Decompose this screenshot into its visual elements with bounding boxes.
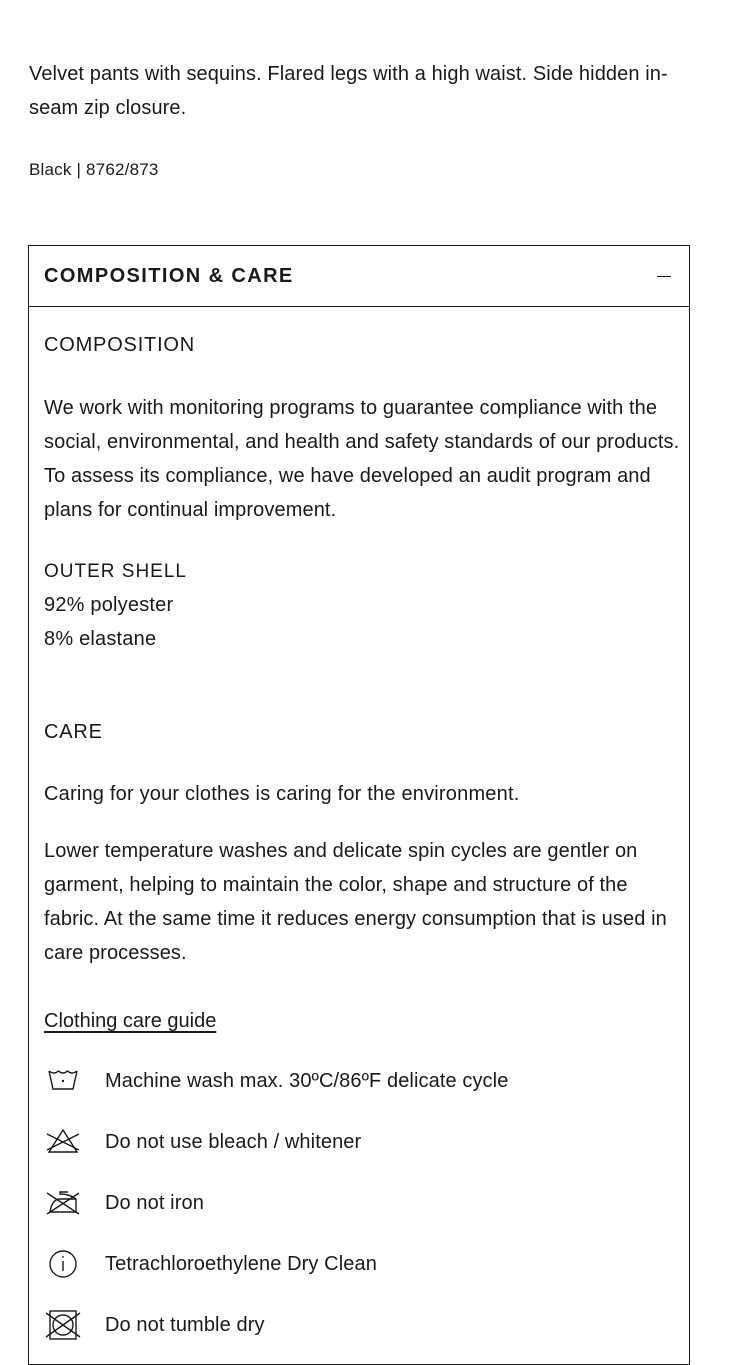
- composition-intro: We work with monitoring programs to guarantee compliance with the social, environmental, and health and safety standards of our products. To assess its compliance, we have developed an audit program and plans for continual improvement.: [44, 397, 680, 521]
- care-details: Lower temperature washes and delicate spin cycles are gentler on garment, helping to maintain the color, shape and structure of the fabric. At the same time it reduces energy consumption that is used in care processes.: [44, 840, 667, 964]
- care-instruction-item: [44, 1185, 674, 1221]
- composition-heading: COMPOSITION: [44, 334, 196, 356]
- care-intro: Caring for your clothes is caring for the environment.: [44, 783, 520, 805]
- accordion-header[interactable]: [29, 246, 689, 307]
- care-instruction-label: Tetrachloroethylene Dry Clean: [105, 1253, 377, 1275]
- accordion-title: COMPOSITION & CARE: [44, 265, 294, 287]
- care-heading: CARE: [44, 721, 103, 743]
- material-item: 8% elastane: [44, 628, 157, 650]
- product-color-reference: Black | 8762/873: [29, 160, 159, 179]
- care-instruction-item: [44, 1246, 674, 1282]
- composition-care-accordion: [28, 245, 690, 1365]
- product-description: Velvet pants with sequins. Flared legs with a high waist. Side hidden in-seam zip closure.: [29, 63, 668, 119]
- care-instruction-item: [44, 1124, 674, 1160]
- outer-shell-heading: OUTER SHELL: [44, 561, 187, 582]
- care-instruction-label: Do not tumble dry: [105, 1314, 265, 1336]
- no-iron-icon: [44, 1185, 82, 1221]
- care-instruction-item: [44, 1063, 674, 1099]
- care-instruction-label: Do not use bleach / whitener: [105, 1131, 362, 1153]
- dry-clean-p-icon: [44, 1246, 82, 1282]
- care-instruction-label: Machine wash max. 30ºC/86ºF delicate cycle: [105, 1070, 509, 1092]
- no-bleach-icon: [44, 1124, 82, 1160]
- no-tumble-dry-icon: [44, 1307, 82, 1343]
- material-item: 92% polyester: [44, 594, 174, 616]
- minus-icon[interactable]: [657, 276, 671, 277]
- clothing-care-guide-link[interactable]: Clothing care guide: [44, 1010, 217, 1032]
- machine-wash-30-icon: [44, 1063, 82, 1099]
- care-instruction-label: Do not iron: [105, 1192, 204, 1214]
- care-instruction-item: [44, 1307, 674, 1343]
